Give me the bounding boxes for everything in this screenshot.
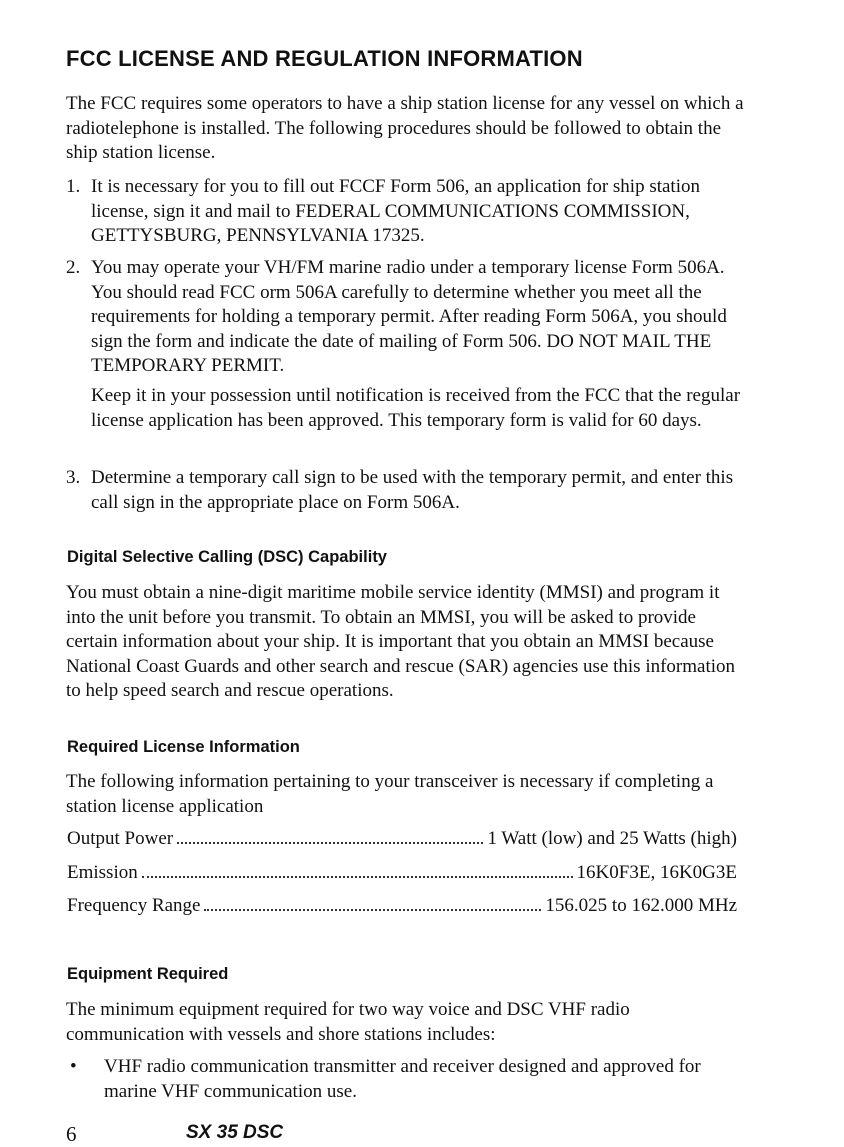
- step-2-continued: [66, 384, 746, 433]
- page-heading: FCC LICENSE AND REGULATION INFORMATION: [66, 46, 583, 71]
- step-text: Determine a temporary call sign to be used with the temporary permit, and enter this call sign in the appropriate place on Form 506A.: [91, 467, 734, 513]
- spec-label: Emission: [67, 862, 138, 883]
- dot-leader: [204, 908, 541, 911]
- license-heading: Required License Information: [67, 738, 300, 756]
- page-number: 6: [66, 1122, 77, 1146]
- step-number: 1.: [66, 176, 81, 197]
- dsc-heading: Digital Selective Calling (DSC) Capability: [67, 548, 387, 566]
- spec-emission: [67, 861, 737, 886]
- equipment-paragraph: The minimum equipment required for two way voice and DSC VHF radio communication with vessels and shore stations includes:: [66, 999, 630, 1045]
- step-1: [66, 175, 746, 249]
- spec-value: 16K0F3E, 16K0G3E: [576, 862, 737, 883]
- step-number: 3.: [66, 467, 81, 488]
- step-3: [66, 466, 746, 515]
- model-name: SX 35 DSC: [186, 1122, 284, 1143]
- spec-value: 156.025 to 162.000 MHz: [545, 895, 737, 916]
- dot-leader: [142, 875, 573, 878]
- spec-output-power: [67, 827, 737, 852]
- step-text: Keep it in your possession until notification is received from the FCC that the regular license application has been approved. This temporary form is valid for 60 days.: [91, 385, 741, 431]
- step-2: [66, 256, 746, 379]
- dsc-paragraph: You must obtain a nine-digit maritime mobile service identity (MMSI) and program it into the unit before you transmit. To obtain an MMSI, you will be asked to provide certain information about your ship. It is important that you obtain an MMSI because National Coast Guards and other search and rescue (SAR) agencies use this information to help speed search and rescue operations.: [66, 582, 736, 701]
- spec-label: Output Power: [67, 828, 174, 849]
- step-text: You may operate your VH/FM marine radio under a temporary license Form 506A. You should read FCC orm 506A carefully to determine whether you meet all the requirements for holding a temporary permit. After reading Form 506A, you should sign the form and indicate the date of mailing of Form 506. DO NOT MAIL THE TEMPORARY PERMIT.: [91, 257, 727, 376]
- intro-paragraph: The FCC requires some operators to have a ship station license for any vessel on which a radiotelephone is installed. The following procedures should be followed to obtain the ship station license.: [66, 93, 744, 163]
- spec-frequency-range: [67, 894, 737, 919]
- dot-leader: [177, 841, 483, 844]
- step-text: It is necessary for you to fill out FCCF Form 506, an application for ship station license, sign it and mail to FEDERAL COMMUNICATIONS COMMISSION, GETTYSBURG, PENNSYLVANIA 17325.: [91, 176, 700, 246]
- equipment-bullet: [66, 1055, 746, 1104]
- step-number: 2.: [66, 257, 81, 278]
- spec-label: Frequency Range: [67, 895, 201, 916]
- equipment-heading: Equipment Required: [67, 965, 229, 983]
- bullet-text: VHF radio communication transmitter and receiver designed and approved for marine VHF communication use.: [104, 1056, 701, 1102]
- bullet-dot: •: [70, 1056, 77, 1077]
- license-paragraph: The following information pertaining to your transceiver is necessary if completing a station license application: [66, 771, 714, 817]
- spec-value: 1 Watt (low) and 25 Watts (high): [487, 828, 737, 849]
